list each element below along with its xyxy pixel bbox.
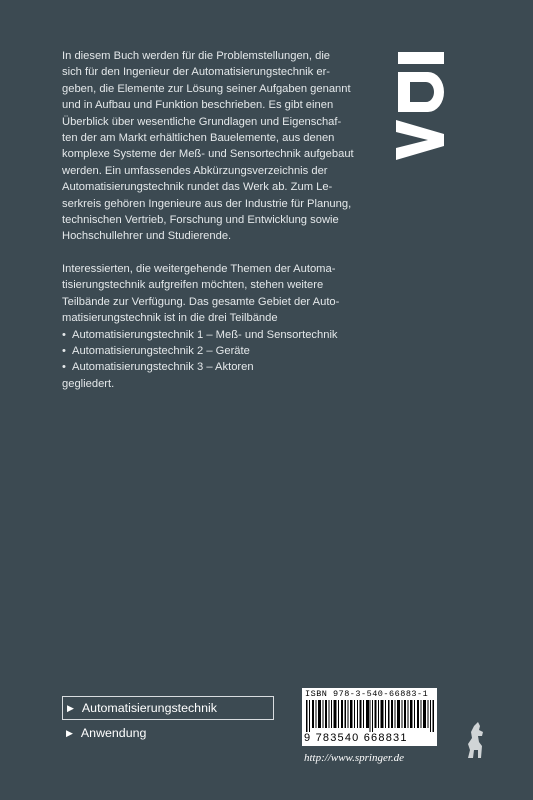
- blurb-line: matisierungstechnik ist in die drei Teilbände: [62, 312, 278, 325]
- back-cover-blurb: [62, 48, 382, 392]
- blurb-line: technischen Vertrieb, Forschung und Entwicklung sowie: [62, 214, 339, 227]
- volume-list-item: • Automatisierungstechnik 1 – Meß- und Sensortechnik: [62, 327, 382, 343]
- subject-tags: [62, 696, 274, 744]
- triangle-arrow-icon: ▶: [66, 727, 73, 738]
- barcode-bars: [306, 700, 434, 732]
- blurb-line: In diesem Buch werden für die Problemstellungen, die: [62, 50, 331, 62]
- volume-list: [62, 327, 382, 376]
- isbn-text: ISBN 978-3-540-66883-1: [305, 689, 429, 699]
- blurb-line: Hochschullehrer und Studierende.: [62, 230, 232, 243]
- blurb-line: werden. Ein umfassendes Abkürzungsverzeichnis der: [62, 164, 328, 177]
- blurb-closing: gegliedert.: [62, 377, 115, 390]
- blurb-line: geben, die Elemente zur Lösung seiner Aufgaben genannt: [62, 82, 351, 95]
- blurb-line: sich für den Ingenieur der Automatisierungstechnik er-: [62, 66, 331, 79]
- blurb-line: Automatisierungstechnik rundet das Werk ab. Zum Le-: [62, 181, 333, 194]
- blurb-line: Teilbände zur Verfügung. Das gesamte Gebiet der Auto-: [62, 295, 340, 308]
- publisher-url[interactable]: http://www.springer.de: [304, 752, 405, 764]
- vdi-logo-icon: [388, 50, 448, 162]
- subject-tag-label: Automatisierungstechnik: [81, 701, 217, 715]
- blurb-line: und in Aufbau und Funktion beschrieben. Es gibt einen: [62, 99, 334, 112]
- blurb-line: komplexe Systeme der Meß- und Sensortechnik aufgebaut: [62, 148, 354, 161]
- blurb-line: tisierungstechnik aufgreifen möchten, stehen weitere: [62, 279, 324, 292]
- barcode-number: 9 783540 668831: [304, 732, 408, 744]
- subject-tag-anwendung: [62, 722, 274, 744]
- springer-horse-icon: [464, 720, 488, 760]
- blurb-line: Interessierten, die weitergehende Themen der Automa-: [62, 262, 336, 275]
- subject-tag-label: Anwendung: [80, 726, 147, 740]
- blurb-line: Überblick über wesentliche Grundlagen und Eigenschaf-: [62, 115, 342, 128]
- blurb-paragraph-1: [62, 48, 382, 245]
- volume-list-item: • Automatisierungstechnik 3 – Aktoren: [62, 359, 382, 375]
- subject-tag-automatisierungstechnik: [62, 696, 274, 720]
- triangle-arrow-icon: ▶: [67, 702, 74, 713]
- blurb-paragraph-2: [62, 261, 382, 327]
- blurb-line: serkreis gehören Ingenieure aus der Industrie für Planung,: [62, 197, 352, 210]
- isbn-barcode: [302, 688, 437, 746]
- vdi-logo: [388, 50, 448, 162]
- volume-list-item: • Automatisierungstechnik 2 – Geräte: [62, 343, 382, 359]
- blurb-line: ten der am Markt erhältlichen Bauelemente, aus denen: [62, 132, 335, 145]
